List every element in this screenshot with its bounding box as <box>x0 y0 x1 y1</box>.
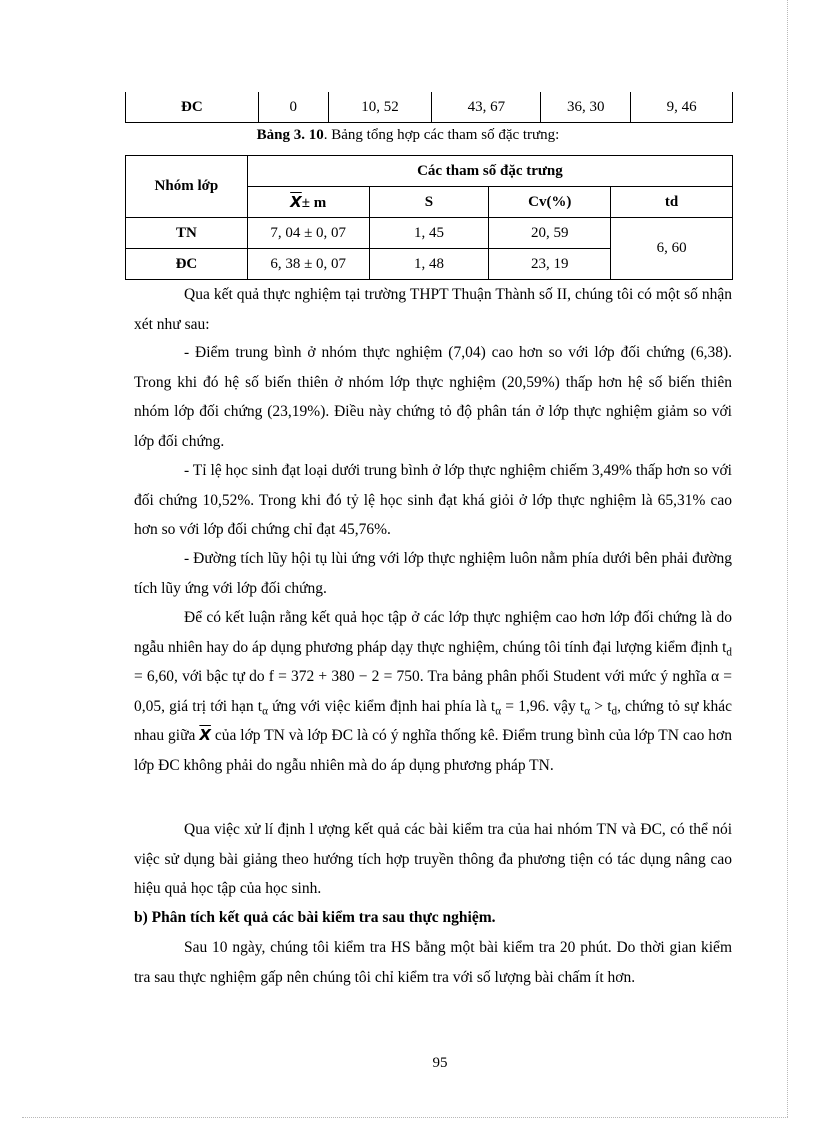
cv-cell: 20, 59 <box>489 218 611 249</box>
text-run: của lớp TN và lớp ĐC là có ý nghĩa thống kê. Điểm trung bình của lớp TN cao hơn lớp ĐC không phải do ngẫu nhiên mà do áp dụng phương pháp TN. <box>134 727 733 774</box>
table-cell: 36, 30 <box>541 92 631 123</box>
paragraph-cumulative-curve: - Đường tích lũy hội tụ lùi ứng với lớp thực nghiệm luôn nằm phía dưới bên phải đường tích lũy ứng với lớp đối chứng. <box>134 550 732 597</box>
subscript: d <box>726 645 732 658</box>
td-cell: 6, 60 <box>611 218 733 280</box>
group-cell: TN <box>126 218 248 249</box>
section-heading-b: b) Phân tích kết quả các bài kiểm tra sau thực nghiệm. <box>134 909 496 926</box>
table-cell: ĐC <box>126 92 259 123</box>
previous-table-tail <box>125 92 733 123</box>
paragraph-mean-comparison: - Điểm trung bình ở nhóm thực nghiệm (7,04) cao hơn so với lớp đối chứng (6,38). Trong khi đó hệ số biến thiên ở nhóm lớp thực nghiệm (20,59%) thấp hơn hệ số biến thiên nhóm lớp đối chứng (23,19%). Điều này chứng tỏ độ phân tán ở lớp thực nghiệm giảm so với lớp đối chứng. <box>134 344 732 450</box>
cv-header: Cv(%) <box>489 187 611 218</box>
table-row <box>126 92 733 123</box>
paragraph-rate-comparison: - Tỉ lệ học sinh đạt loại dưới trung bình ở lớp thực nghiệm chiếm 3,49% thấp hơn so với đối chứng 10,52%. Trong khi đó tỷ lệ học sinh đạt khá giỏi ở lớp thực nghiệm là 65,31% cao hơn so với lớp đối chứng chỉ đạt 45,76%. <box>134 462 732 538</box>
text-run: = 6,60, với bậc tự do f = 372 + 380 − 2 = 750. Tra bảng phân phối Student với mức ý nghĩa α = 0,05, giá trị tới hạn t <box>134 668 732 715</box>
s-header: S <box>369 187 489 218</box>
paragraph-t-test <box>134 603 732 780</box>
table-cell: 43, 67 <box>432 92 541 123</box>
s-cell: 1, 45 <box>369 218 489 249</box>
td-header: td <box>611 187 733 218</box>
page-frame-bottom <box>22 1117 788 1118</box>
caption-label: Bảng 3. 10 <box>256 127 324 143</box>
mean-header-label: ± m <box>301 194 327 211</box>
cv-cell: 23, 19 <box>489 249 611 280</box>
subscript: d <box>611 704 618 717</box>
xbar-symbol: $\overline{X}$ <box>290 192 302 211</box>
mean-cell: 7, 04 ± 0, 07 <box>247 218 369 249</box>
params-header: Các tham số đặc trưng <box>247 156 732 187</box>
group-header: Nhóm lớp <box>126 156 248 218</box>
s-cell: 1, 48 <box>369 249 489 280</box>
subscript: α <box>495 704 502 717</box>
paragraph-conclusion: Qua việc xử lí định l ượng kết quả các bài kiểm tra của hai nhóm TN và ĐC, có thể nói việc sử dụng bài giảng theo hướng tích hợp truyền thông đa phương tiện có tác dụng nâng cao hiệu quả học tập của học sinh. <box>134 821 732 897</box>
page-frame-right <box>787 0 788 1117</box>
text-run: > t <box>590 697 612 715</box>
mean-cell: 6, 38 ± 0, 07 <box>247 249 369 280</box>
group-cell: ĐC <box>126 249 248 280</box>
caption-text: . Bảng tổng hợp các tham số đặc trưng: <box>323 127 560 143</box>
text-run: Để có kết luận rằng kết quả học tập ở các lớp thực nghiệm cao hơn lớp đối chứng là do ngẫu nhiên hay do áp dụng phương pháp dạy thực nghiệm, chúng tôi tính đại lượng kiểm định t <box>134 609 732 656</box>
subscript: α <box>262 704 268 717</box>
text-run: , chứng tỏ sự khác nhau giữa <box>134 697 732 744</box>
xbar-symbol: $\overline{X}$ <box>199 726 211 744</box>
table-cell: 9, 46 <box>631 92 733 123</box>
text-run: ứng với việc kiểm định hai phía là t <box>267 697 496 715</box>
mean-header <box>247 187 369 218</box>
text-run: = 1,96. vậy t <box>501 697 585 715</box>
page-number: 95 <box>432 1055 448 1071</box>
paragraph-post-test: Sau 10 ngày, chúng tôi kiểm tra HS bằng một bài kiểm tra 20 phút. Do thời gian kiểm tra sau thực nghiệm gấp nên chúng tôi chỉ kiểm tra với số lượng bài chấm ít hơn. <box>134 939 732 986</box>
table-row <box>126 218 733 249</box>
subscript: α <box>584 704 591 717</box>
table-cell: 10, 52 <box>328 92 432 123</box>
table-caption <box>0 127 816 144</box>
stats-table <box>125 155 733 280</box>
table-cell: 0 <box>258 92 328 123</box>
table-header-row <box>126 156 733 187</box>
paragraph-intro: Qua kết quả thực nghiệm tại trường THPT Thuận Thành số II, chúng tôi có một số nhận xét như sau: <box>134 286 732 333</box>
